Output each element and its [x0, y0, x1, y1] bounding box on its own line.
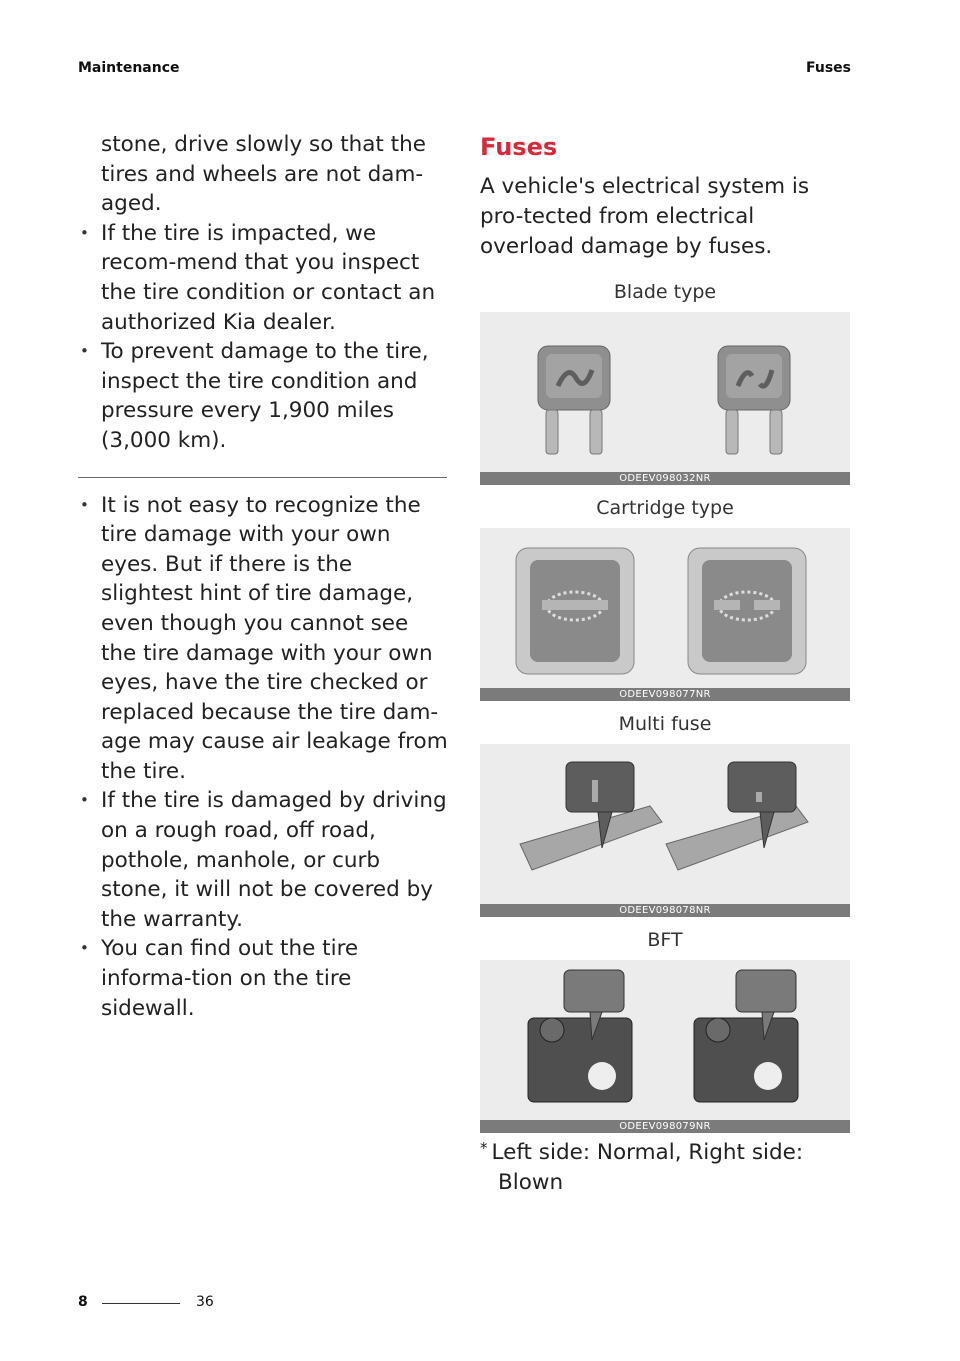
- bft-fuse-blown: [694, 970, 798, 1102]
- multi-fuse-normal: [520, 762, 662, 870]
- figure-code: ODEEV098078NR: [480, 904, 850, 917]
- figure-blade-fuse: [480, 312, 850, 485]
- figure-bft-fuse: [480, 960, 850, 1133]
- page-number: 36: [196, 1294, 214, 1310]
- chapter-number: 8: [78, 1294, 88, 1310]
- figure-caption: BFT: [647, 929, 683, 951]
- section-divider: [78, 477, 447, 478]
- figure-cartridge-fuse: [480, 528, 850, 701]
- figure-footnote: [480, 1138, 850, 1198]
- figure-code: ODEEV098032NR: [480, 472, 850, 485]
- footnote-line: Blown: [498, 1170, 564, 1195]
- cartridge-fuse-illustration: [480, 528, 850, 688]
- footnote-line: Left side: Normal, Right side:: [491, 1140, 804, 1165]
- continued-text: stone, drive slowly so that the tires and wheels are not dam-aged.: [101, 132, 426, 217]
- bullet-item: • You can find out the tire informa-tion on the tire sidewall.: [78, 934, 450, 1023]
- blade-fuse-normal: [538, 346, 610, 454]
- multi-fuse-blown: [666, 762, 808, 870]
- figure-code: ODEEV098079NR: [480, 1120, 850, 1133]
- bullet-item: • If the tire is damaged by driving on a rough road, off road, pothole, manhole, or curb stone, it will not be covered by the warranty.: [78, 786, 450, 934]
- cartridge-fuse-normal: [516, 548, 634, 674]
- figure-caption: Blade type: [613, 281, 717, 303]
- figure-caption: Multi fuse: [618, 713, 712, 735]
- running-header-topic: Fuses: [806, 60, 851, 76]
- bullet-item: • If the tire is impacted, we recom-mend that you inspect the tire condition or contact an authorized Kia dealer.: [78, 219, 450, 337]
- bullet-item: • To prevent damage to the tire, inspect the tire condition and pressure every 1,900 miles (3,000 km).: [78, 337, 450, 455]
- right-column: [480, 130, 850, 262]
- cartridge-fuse-blown: [688, 548, 806, 674]
- figure-code: ODEEV098077NR: [480, 688, 850, 701]
- blade-fuse-blown: [718, 346, 790, 454]
- footnote-asterisk: *: [480, 1139, 488, 1157]
- figure-caption: Cartridge type: [596, 497, 734, 519]
- left-column: [78, 130, 450, 1023]
- blade-fuse-illustration: [480, 312, 850, 472]
- figure-multi-fuse: [480, 744, 850, 917]
- section-title: Fuses: [480, 133, 558, 161]
- bft-fuse-normal: [528, 970, 632, 1102]
- intro-paragraph: A vehicle's electrical system is pro-tected from electrical overload damage by fuses.: [480, 174, 810, 259]
- bft-fuse-illustration: [480, 960, 850, 1120]
- footer-rule: [102, 1303, 180, 1304]
- running-header-section: Maintenance: [78, 60, 180, 76]
- bullet-item: • It is not easy to recognize the tire damage with your own eyes. But if there is the slightest hint of tire damage, even though you cannot see the tire damage with your own eyes, have the tire checked or replaced because the tire dam-age may cause air leakage from the tire.: [78, 491, 450, 787]
- multi-fuse-illustration: [480, 744, 850, 904]
